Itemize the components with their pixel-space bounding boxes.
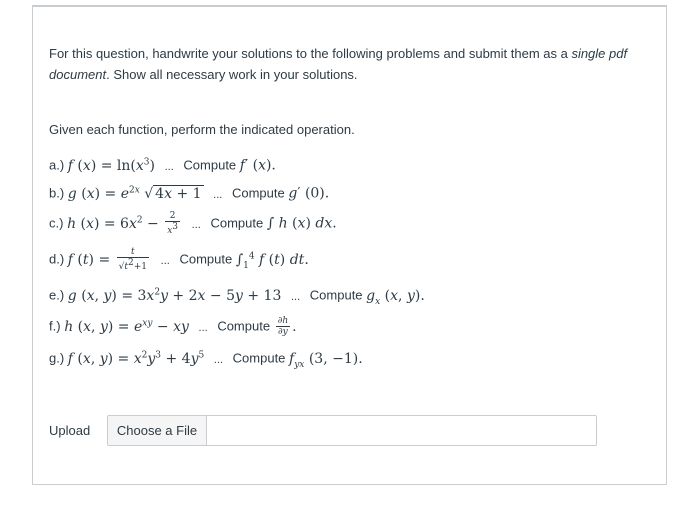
ellipsis: ... [213, 353, 224, 366]
problem-target: g′ (0). [288, 185, 330, 202]
problem-function: h (x, $y) = e^{xy}$ − xy [64, 317, 189, 335]
problem-task: Compute [232, 350, 286, 366]
problem-label: g.) [49, 350, 65, 366]
problem-label: b.) [49, 185, 65, 201]
problem-function: g $(x) = e^{2x}$ √ 4x + 1 [67, 185, 202, 202]
problem-label: d.) [49, 251, 65, 267]
problem-task: Compute [179, 251, 233, 267]
problem-target: $f_{yx}$ (3, −1). [289, 350, 363, 370]
problem-task: Compute [210, 215, 264, 231]
problem-target: $\frac{\partial h}{\partial y}$ . [277, 316, 297, 337]
problem-c [49, 211, 337, 236]
problem-task: Compute [183, 157, 237, 173]
instructions-text-end: . Show all necessary work in your solutions. [106, 67, 358, 82]
problem-target: ∫ h (x) dx. [266, 215, 337, 232]
ellipsis: ... [191, 218, 201, 231]
ellipsis: ... [164, 160, 174, 173]
problem-label: a.) [49, 157, 65, 173]
prompt-text: Given each function, perform the indicated operation. [49, 122, 355, 137]
ellipsis: ... [160, 254, 170, 267]
upload-label: Upload [49, 423, 91, 438]
problem-label: e.) [49, 287, 65, 303]
problem-a [49, 157, 276, 174]
problem-label: f.) [49, 318, 61, 334]
ellipsis: ... [290, 290, 301, 303]
file-input[interactable] [107, 415, 597, 446]
problem-g [49, 350, 363, 369]
problem-function: g (x, $y) = 3x^2y + 2x - 5y + 13$ [67, 287, 282, 304]
choose-file-button[interactable]: Choose a File [108, 416, 207, 445]
problem-task: Compute [231, 185, 285, 201]
problem-function: h $(x) = 6x^2$ − $\frac{2}{x^3}$ [67, 211, 179, 236]
problem-task: Compute [217, 318, 271, 334]
ellipsis: ... [198, 321, 208, 334]
problem-target: f′ (x). [239, 157, 276, 174]
problem-function: f (x, $y) = x^2y^3 + 4y^5$ [67, 350, 205, 367]
problem-target: $g_x$ (x, y). [366, 287, 425, 307]
problem-f [49, 316, 297, 337]
problem-task: Compute [309, 287, 363, 303]
upload-row [49, 415, 579, 447]
problem-d [49, 247, 309, 272]
problem-e [49, 287, 425, 306]
question-card [32, 5, 667, 485]
problem-label: c.) [49, 215, 64, 231]
problem-function: f (t) = $\frac{t}{√t^2+1}$ [67, 247, 148, 272]
problem-b [49, 185, 329, 202]
problem-target: $\int_1^4$ f (t) dt. [235, 250, 309, 271]
instructions [49, 43, 649, 85]
instructions-text: For this question, handwrite your solutions to the following problems and submit them as a [49, 46, 572, 61]
instructions-emphasis: single pdf document [49, 46, 628, 82]
problem-function: f $(x) = \ln(x^3)$ [67, 157, 155, 174]
ellipsis: ... [213, 188, 223, 201]
